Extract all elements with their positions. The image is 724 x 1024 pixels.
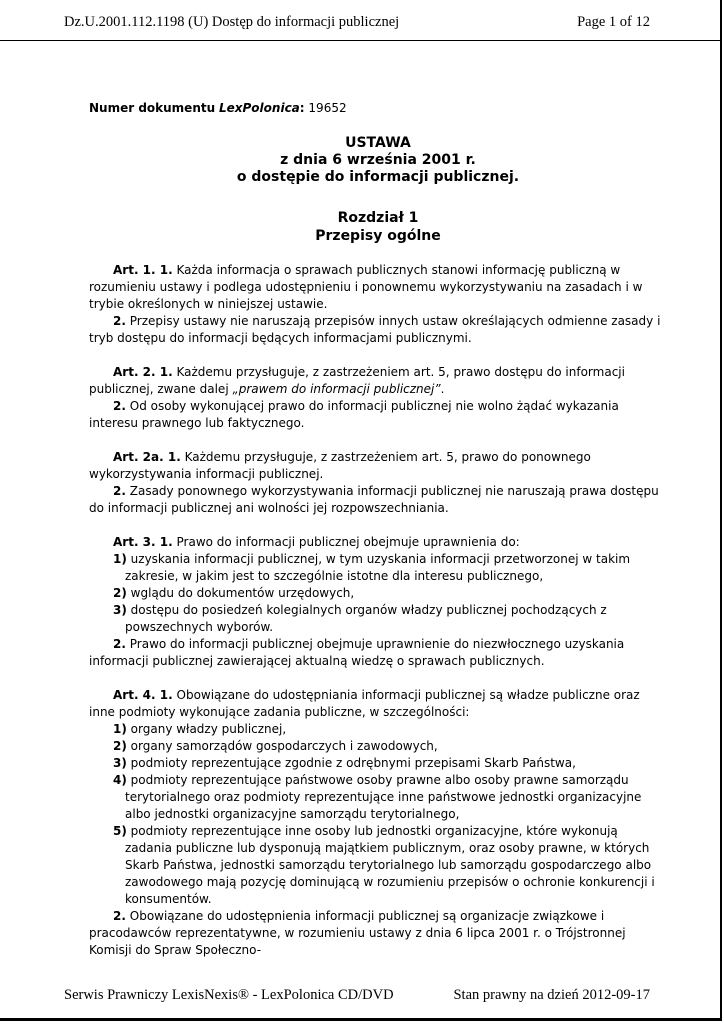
article-3-paragraph-2-number: 2. bbox=[113, 637, 126, 651]
list-item bbox=[89, 755, 667, 772]
list-item bbox=[89, 602, 667, 636]
article-2-paragraph-2-text: Od osoby wykonującej prawo do informacji publicznej nie wolno żądać wykazania interesu prawnego lub faktycznego. bbox=[89, 399, 619, 430]
page-footer bbox=[64, 987, 650, 1007]
article-3-paragraph-1-text: Prawo do informacji publicznej obejmuje uprawnienia do: bbox=[176, 535, 520, 549]
list-item bbox=[89, 721, 667, 738]
list-item-text: podmioty reprezentujące inne osoby lub jednostki organizacyjne, które wykonują zadania publiczne lub dysponują majątkiem publicznym, oraz osoby prawne, w których Skarb Państwa, jednostki samorządu terytorialnego lub samorządu gospodarczego albo zawodowego mają pozycję dominującą w rozumieniu przepisów o ochronie konkurencji i konsumentów. bbox=[125, 824, 655, 906]
document-number-label: Numer dokumentu bbox=[89, 101, 216, 115]
article-3-paragraph-1 bbox=[89, 534, 667, 551]
list-item bbox=[89, 738, 667, 755]
article-4-paragraph-2 bbox=[89, 908, 667, 959]
article-3-paragraph-2-text: Prawo do informacji publicznej obejmuje uprawnienie do niezwłocznego uzyskania informacji publicznej zawierającej aktualną wiedzę o sprawach publicznych. bbox=[89, 637, 625, 668]
article-2a-paragraph-2 bbox=[89, 483, 667, 517]
list-item bbox=[89, 772, 667, 823]
list-item-text: organy władzy publicznej, bbox=[130, 722, 287, 736]
list-item-number: 3) bbox=[113, 603, 127, 617]
act-title bbox=[89, 135, 667, 186]
act-title-subject: o dostępie do informacji publicznej. bbox=[236, 169, 520, 185]
list-item-text: dostępu do posiedzeń kolegialnych organów władzy publicznej pochodzących z powszechnych wyborów. bbox=[125, 603, 607, 634]
list-item bbox=[89, 585, 667, 602]
article-2-defined-term: „prawem do informacji publicznej” bbox=[232, 382, 441, 396]
article-4-number: Art. 4. 1. bbox=[113, 688, 173, 702]
footer-service-name: Serwis Prawniczy LexisNexis® - LexPolonica CD/DVD bbox=[64, 987, 394, 1003]
article-2-paragraph-2 bbox=[89, 398, 667, 432]
article-1-number: Art. 1. 1. bbox=[113, 263, 173, 277]
article-1-paragraph-2 bbox=[89, 313, 667, 347]
article-4-paragraph-1-text: Obowiązane do udostępniania informacji publicznej są władze publiczne oraz inne podmioty wykonujące zadania publiczne, w szczególności: bbox=[89, 688, 640, 719]
page-header bbox=[64, 14, 650, 36]
document-number-value: 19652 bbox=[308, 101, 347, 115]
article-4 bbox=[89, 687, 667, 959]
chapter-heading bbox=[89, 209, 667, 245]
article-2a-paragraph-2-text: Zasady ponownego wykorzystywania informacji publicznej nie naruszają prawa dostępu do informacji publicznej ani wolności jej rozpowszechniania. bbox=[89, 484, 659, 515]
list-item-number: 4) bbox=[113, 773, 127, 787]
article-4-paragraph-2-number: 2. bbox=[113, 909, 126, 923]
footer-legal-status-date: Stan prawny na dzień 2012-09-17 bbox=[453, 987, 650, 1003]
article-2-paragraph-1 bbox=[89, 364, 667, 398]
header-page-indicator: Page 1 of 12 bbox=[577, 14, 650, 30]
article-4-paragraph-1 bbox=[89, 687, 667, 721]
act-title-date: z dnia 6 września 2001 r. bbox=[280, 152, 476, 168]
list-item-text: uzyskania informacji publicznej, w tym uzyskania informacji przetworzonej w takim zakresie, w jakim jest to szczególnie istotne dla interesu publicznego, bbox=[125, 552, 631, 583]
article-3-paragraph-2 bbox=[89, 636, 667, 670]
article-1-paragraph-1-text: Każda informacja o sprawach publicznych stanowi informację publiczną w rozumieniu ustawy i podlega udostępnieniu i ponownemu wykorzystywaniu na zasadach i w trybie określonych w niniejszej ustawie. bbox=[89, 263, 643, 311]
document-body bbox=[89, 100, 667, 959]
article-2a-paragraph-1-text: Każdemu przysługuje, z zastrzeżeniem art. 5, prawo do ponownego wykorzystywania informacji publicznej. bbox=[89, 450, 591, 481]
list-item-text: wglądu do dokumentów urzędowych, bbox=[130, 586, 355, 600]
list-item bbox=[89, 823, 667, 908]
document-number-colon: : bbox=[299, 101, 305, 115]
article-2a bbox=[89, 449, 667, 517]
article-2-paragraph-1-end: . bbox=[440, 382, 445, 396]
list-item-number: 2) bbox=[113, 586, 127, 600]
article-1-paragraph-2-number: 2. bbox=[113, 314, 126, 328]
document-number bbox=[89, 100, 667, 117]
article-2a-paragraph-2-number: 2. bbox=[113, 484, 126, 498]
article-2-paragraph-1-text: Każdemu przysługuje, z zastrzeżeniem art. 5, prawo dostępu do informacji publicznej, zwane dalej bbox=[89, 365, 625, 396]
chapter-number: Rozdział 1 bbox=[337, 210, 419, 226]
article-3 bbox=[89, 534, 667, 670]
article-1-paragraph-2-text: Przepisy ustawy nie naruszają przepisów innych ustaw określających odmienne zasady i tryb dostępu do informacji będących informacjami publicznymi. bbox=[89, 314, 661, 345]
list-item-number: 1) bbox=[113, 552, 127, 566]
list-item-number: 3) bbox=[113, 756, 127, 770]
list-item bbox=[89, 551, 667, 585]
chapter-title: Przepisy ogólne bbox=[315, 228, 441, 244]
article-2-paragraph-2-number: 2. bbox=[113, 399, 126, 413]
act-title-type: USTAWA bbox=[345, 135, 411, 151]
article-1-paragraph-1 bbox=[89, 262, 667, 313]
article-2a-number: Art. 2a. 1. bbox=[113, 450, 181, 464]
article-2 bbox=[89, 364, 667, 432]
article-4-paragraph-2-text: Obowiązane do udostępnienia informacji publicznej są organizacje związkowe i pracodawców reprezentatywne, w rozumieniu ustawy z dnia 6 lipca 2001 r. o Trójstronnej Komisji do Spraw Społeczno- bbox=[89, 909, 626, 957]
list-item-text: podmioty reprezentujące zgodnie z odrębnymi przepisami Skarb Państwa, bbox=[130, 756, 576, 770]
list-item-text: organy samorządów gospodarczych i zawodowych, bbox=[130, 739, 438, 753]
list-item-number: 5) bbox=[113, 824, 127, 838]
list-item-number: 2) bbox=[113, 739, 127, 753]
article-2a-paragraph-1 bbox=[89, 449, 667, 483]
article-1 bbox=[89, 262, 667, 347]
list-item-number: 1) bbox=[113, 722, 127, 736]
header-document-reference: Dz.U.2001.112.1198 (U) Dostęp do informacji publicznej bbox=[64, 14, 400, 30]
document-number-brand: LexPolonica bbox=[218, 101, 300, 115]
list-item-text: podmioty reprezentujące państwowe osoby prawne albo osoby prawne samorządu terytorialnego oraz podmioty reprezentujące inne państwowe jednostki organizacyjne albo jednostki organizacyjne samorządu terytorialnego, bbox=[125, 773, 642, 821]
header-divider bbox=[0, 40, 722, 41]
article-3-number: Art. 3. 1. bbox=[113, 535, 173, 549]
article-2-number: Art. 2. 1. bbox=[113, 365, 173, 379]
